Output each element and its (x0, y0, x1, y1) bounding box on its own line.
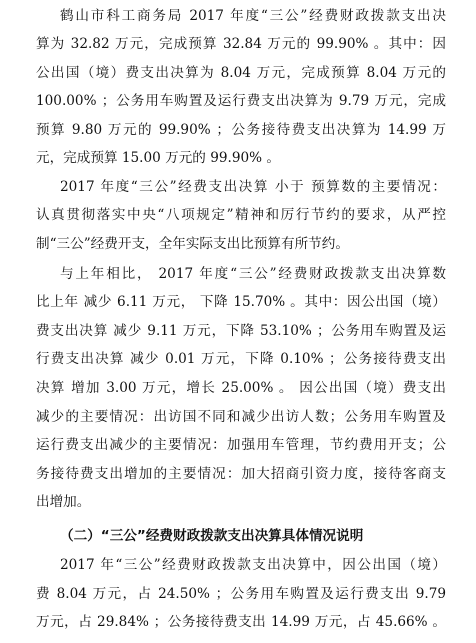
paragraph-3-line-8: 务接待费支出增加的主要情况：加大招商引资力度，接待客商支 (36, 466, 446, 482)
paragraph-2-line-3: 制“三公”经费开支，全年实际支出比预算有所节约。 (36, 236, 349, 252)
paragraph-1-line-2: 算为 32.82 万元，完成预算 32.84 万元的 99.90% 。其中：因 (36, 36, 446, 52)
paragraph-3-line-3: 费支出决算 减少 9.11 万元，下降 53.10% ；公务用车购置及运 (36, 323, 446, 339)
paragraph-1-line-5: 预算 9.80 万元的 99.90% ；公务接待费支出决算为 14.99 万 (36, 122, 446, 138)
paragraph-3-line-9: 出增加。 (36, 494, 91, 510)
paragraph-4-line-1: 2017 年“三公”经费财政拨款支出决算中，因公出国（境） (60, 557, 446, 573)
section-heading: （二）“三公”经费财政拨款支出决算具体情况说明 (60, 528, 364, 544)
paragraph-2-line-1: 2017 年度“三公”经费支出决算 小于 预算数的主要情况： (60, 179, 446, 195)
paragraph-4-line-3: 万元，占 29.84% ；公务接待费支出 14.99 万元，占 45.66% 。 (36, 614, 446, 630)
paragraph-1-line-1: 鹤山市科工商务局 2017 年度“三公”经费财政拨款支出决 (60, 8, 446, 24)
paragraph-4-line-2: 费 8.04 万元，占 24.50% ；公务用车购置及运行费支出 9.79 (36, 586, 446, 602)
paragraph-3-line-7: 运行费支出减少的主要情况：加强用车管理，节约费用开支；公 (36, 437, 446, 453)
paragraph-3-line-1: 与上年相比， 2017 年度“三公”经费财政拨款支出决算数 (60, 266, 446, 282)
paragraph-3-line-2: 比上年 减少 6.11 万元， 下降 15.70% 。其中：因公出国（境） (36, 294, 446, 310)
paragraph-3-line-5: 决算 增加 3.00 万元，增长 25.00% 。 因公出国（境）费支出 (36, 380, 446, 396)
paragraph-3-line-4: 行费支出决算 减少 0.01 万元，下降 0.10% ；公务接待费支出 (36, 351, 446, 367)
paragraph-1-line-6: 元，完成预算 15.00 万元的 99.90% 。 (36, 150, 280, 166)
paragraph-1-line-3: 公出国（境）费支出决算为 8.04 万元，完成预算 8.04 万元的 (36, 65, 446, 81)
paragraph-3-line-6: 减少的主要情况：出访国不同和减少出访人数；公务用车购置及 (36, 409, 446, 425)
paragraph-1-line-4: 100.00% ；公务用车购置及运行费支出决算为 9.79 万元，完成 (36, 93, 446, 109)
paragraph-2-line-2: 认真贯彻落实中央“八项规定”精神和厉行节约的要求，从严控 (36, 207, 446, 223)
